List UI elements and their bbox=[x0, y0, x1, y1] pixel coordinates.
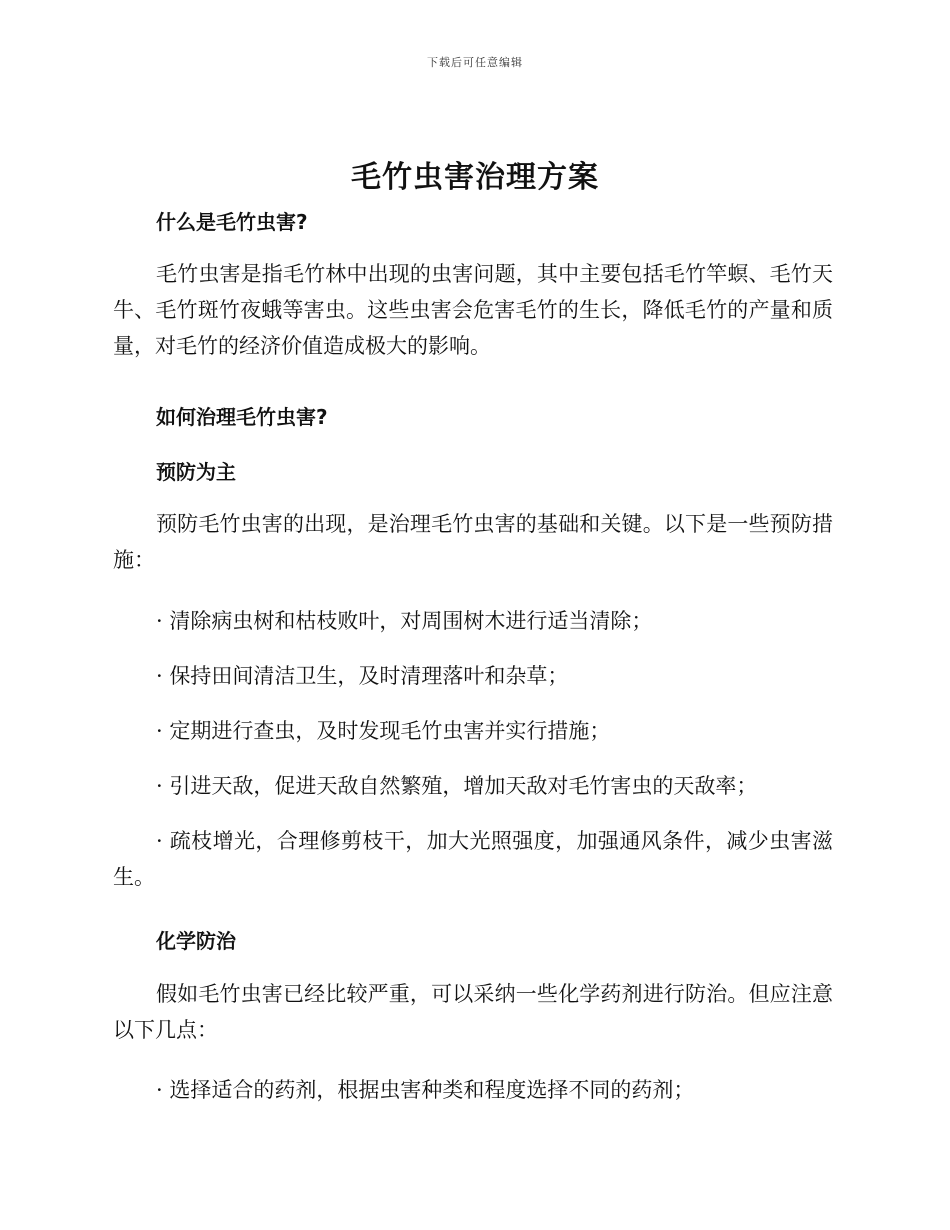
section-heading-what: 什么是毛竹虫害? bbox=[156, 210, 308, 234]
subheading-prevention: 预防为主 bbox=[156, 460, 236, 484]
list-item: · 选择适合的药剂，根据虫害种类和程度选择不同的药剂； bbox=[156, 1078, 695, 1102]
list-item: · 疏枝增光，合理修剪枝干，加大光照强度，加强通风条件，减少虫害滋生。 bbox=[113, 829, 833, 889]
document-title: 毛竹虫害治理方案 bbox=[351, 160, 599, 195]
section-heading-how: 如何治理毛竹虫害? bbox=[156, 405, 328, 429]
list-item: · 保持田间清洁卫生，及时清理落叶和杂草； bbox=[156, 664, 569, 688]
subheading-chemical: 化学防治 bbox=[156, 929, 236, 953]
list-item: · 清除病虫树和枯枝败叶，对周围树木进行适当清除； bbox=[156, 609, 653, 633]
list-item: · 引进天敌，促进天敌自然繁殖，增加天敌对毛竹害虫的天敌率； bbox=[156, 774, 758, 798]
paragraph-chemical: 假如毛竹虫害已经比较严重，可以采纳一些化学药剂进行防治。但应注意以下几点： bbox=[113, 982, 833, 1042]
page-header-note: 下载后可任意编辑 bbox=[427, 56, 523, 69]
paragraph-prevention: 预防毛竹虫害的出现，是治理毛竹虫害的基础和关键。以下是一些预防措施： bbox=[113, 512, 833, 572]
list-item: · 定期进行查虫，及时发现毛竹虫害并实行措施； bbox=[156, 719, 611, 743]
paragraph-what: 毛竹虫害是指毛竹林中出现的虫害问题，其中主要包括毛竹竿螟、毛竹天牛、毛竹斑竹夜蛾等害虫。这些虫害会危害毛竹的生长，降低毛竹的产量和质量，对毛竹的经济价值造成极大的影响。 bbox=[113, 262, 833, 358]
